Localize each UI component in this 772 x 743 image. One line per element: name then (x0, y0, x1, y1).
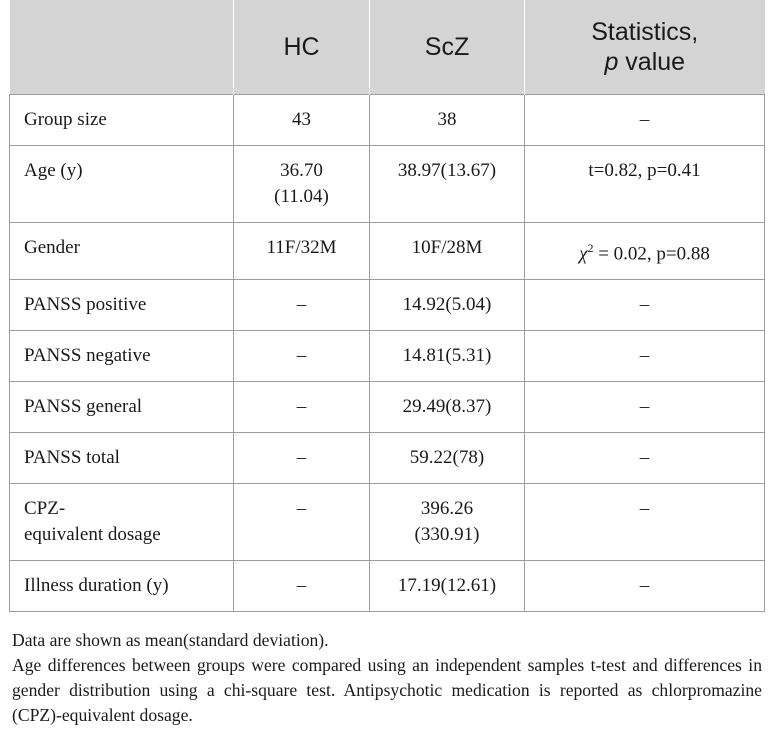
demographics-table (9, 0, 765, 612)
cell-stats: – (525, 95, 765, 146)
table-header-row (10, 0, 765, 95)
cell-stats (525, 223, 765, 280)
table-row (10, 95, 765, 146)
cell-hc-line1: 36.70 (280, 160, 323, 181)
row-label: PANSS general (10, 382, 234, 433)
cell-scz: 10F/28M (370, 223, 525, 280)
cell-hc: – (234, 280, 370, 331)
table-footnotes (12, 628, 762, 728)
cell-scz (370, 484, 525, 561)
cell-stats: – (525, 331, 765, 382)
row-label: Age (y) (10, 146, 234, 223)
table-row (10, 223, 765, 280)
cell-stats: – (525, 484, 765, 561)
header-scz: ScZ (370, 0, 525, 95)
table-row (10, 280, 765, 331)
table-row (10, 561, 765, 612)
cell-scz: 38.97(13.67) (370, 146, 525, 223)
cell-stats: – (525, 280, 765, 331)
header-statistics-label: Statistics, (591, 18, 699, 46)
row-label: Gender (10, 223, 234, 280)
cell-hc: – (234, 484, 370, 561)
cell-hc: – (234, 561, 370, 612)
cell-scz: 14.92(5.04) (370, 280, 525, 331)
table-row (10, 382, 765, 433)
cell-scz: 17.19(12.61) (370, 561, 525, 612)
cell-scz: 59.22(78) (370, 433, 525, 484)
cell-hc: – (234, 433, 370, 484)
row-label: PANSS total (10, 433, 234, 484)
cell-hc-line2: (11.04) (274, 186, 329, 207)
cell-scz-line2: (330.91) (414, 524, 480, 546)
row-label: Illness duration (y) (10, 561, 234, 612)
header-empty (10, 0, 234, 95)
row-label-line2: equivalent dosage (24, 524, 161, 546)
cell-scz-line1: 396.26 (420, 498, 474, 520)
table-row (10, 433, 765, 484)
chi-superscript: 2 (587, 241, 594, 255)
cell-scz: 29.49(8.37) (370, 382, 525, 433)
cell-stats: – (525, 561, 765, 612)
header-value-label: value (618, 48, 686, 76)
cell-stats: – (525, 433, 765, 484)
table-row (10, 331, 765, 382)
cell-hc: 43 (234, 95, 370, 146)
footnote-methods: Age differences between groups were compared using an independent samples t-test and differences in gender distribution using a chi-square test. Antipsychotic medication is reported as chlorpromazine (CPZ)-equivalent dosage. (12, 655, 762, 725)
cell-scz: 38 (370, 95, 525, 146)
cell-hc: – (234, 382, 370, 433)
cell-stats: – (525, 382, 765, 433)
cell-hc (234, 146, 370, 223)
header-p-italic: p (604, 48, 619, 76)
cell-stats: t=0.82, p=0.41 (525, 146, 765, 223)
footnote-data-format: Data are shown as mean(standard deviation). (12, 630, 329, 650)
table-row (10, 484, 765, 561)
row-label-line1: CPZ- (24, 498, 66, 520)
header-hc: HC (234, 0, 370, 95)
cell-hc: – (234, 331, 370, 382)
cell-hc: 11F/32M (234, 223, 370, 280)
chi-symbol: χ (579, 243, 588, 265)
chi-result: = 0.02, p=0.88 (593, 243, 710, 265)
row-label: PANSS positive (10, 280, 234, 331)
row-label: Group size (10, 95, 234, 146)
row-label (10, 484, 234, 561)
demographics-table-container (9, 0, 764, 612)
row-label: PANSS negative (10, 331, 234, 382)
cell-scz: 14.81(5.31) (370, 331, 525, 382)
header-statistics (525, 0, 765, 95)
table-row (10, 146, 765, 223)
